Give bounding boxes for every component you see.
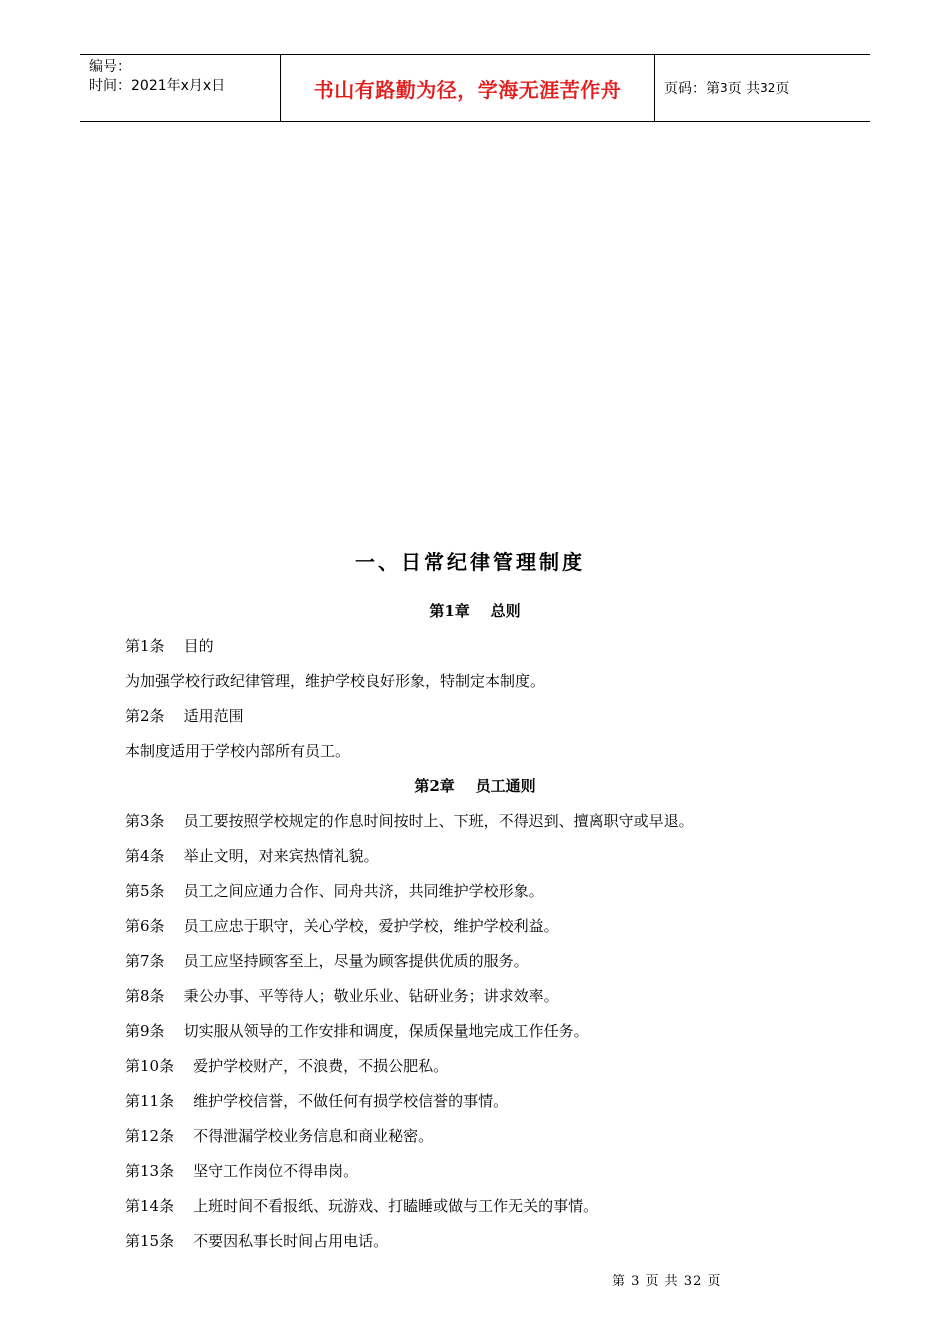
article-heading: 第1条 目的 xyxy=(125,637,214,655)
article-item: 第9条 切实服从领导的工作安排和调度，保质保量地完成工作任务。 xyxy=(125,1022,589,1040)
header-page-mid: 页 共 xyxy=(727,81,761,97)
header-page-current: 3 xyxy=(720,81,728,95)
header-number-label: 编号： xyxy=(89,59,131,75)
article-item: 第8条 秉公办事、平等待人；敬业乐业、钻研业务；讲求效率。 xyxy=(125,987,559,1005)
document-title: 一、日常纪律管理制度 xyxy=(355,550,585,574)
header-motto: 书山有路勤为径，学海无涯苦作舟 xyxy=(313,77,622,102)
page-header xyxy=(80,54,870,122)
header-page-suffix: 页 xyxy=(775,81,790,97)
header-time-label: 时间：2021年x月x日 xyxy=(89,78,226,94)
article-item: 第13条 坚守工作岗位不得串岗。 xyxy=(125,1162,359,1180)
header-motto-cell xyxy=(281,55,655,121)
chapter-heading: 第2章 员工通则 xyxy=(414,777,536,795)
article-item: 第11条 维护学校信誉，不做任何有损学校信誉的事情。 xyxy=(125,1092,509,1110)
paragraph: 本制度适用于学校内部所有员工。 xyxy=(125,742,351,760)
header-page-prefix: 页码：第 xyxy=(664,81,720,97)
article-item: 第12条 不得泄漏学校业务信息和商业秘密。 xyxy=(125,1127,434,1145)
article-item: 第14条 上班时间不看报纸、玩游戏、打瞌睡或做与工作无关的事情。 xyxy=(125,1197,599,1215)
header-page-info xyxy=(655,55,870,121)
page-footer: 第 3 页 共 32 页 xyxy=(612,1274,722,1289)
article-item: 第15条 不要因私事长时间占用电话。 xyxy=(125,1232,389,1250)
article-heading: 第2条 适用范围 xyxy=(125,707,244,725)
chapter-heading: 第1章 总则 xyxy=(429,602,521,620)
paragraph: 为加强学校行政纪律管理，维护学校良好形象，特制定本制度。 xyxy=(125,672,546,690)
article-item: 第3条 员工要按照学校规定的作息时间按时上、下班，不得迟到、擅离职守或早退。 xyxy=(125,812,694,830)
article-item: 第4条 举止文明，对来宾热情礼貌。 xyxy=(125,847,379,865)
header-page-total: 32 xyxy=(760,81,776,95)
article-item: 第5条 员工之间应通力合作、同舟共济，共同维护学校形象。 xyxy=(125,882,544,900)
header-meta xyxy=(80,55,281,121)
article-item: 第6条 员工应忠于职守，关心学校，爱护学校，维护学校利益。 xyxy=(125,917,559,935)
article-item: 第10条 爱护学校财产，不浪费，不损公肥私。 xyxy=(125,1057,449,1075)
article-item: 第7条 员工应坚持顾客至上，尽量为顾客提供优质的服务。 xyxy=(125,952,529,970)
